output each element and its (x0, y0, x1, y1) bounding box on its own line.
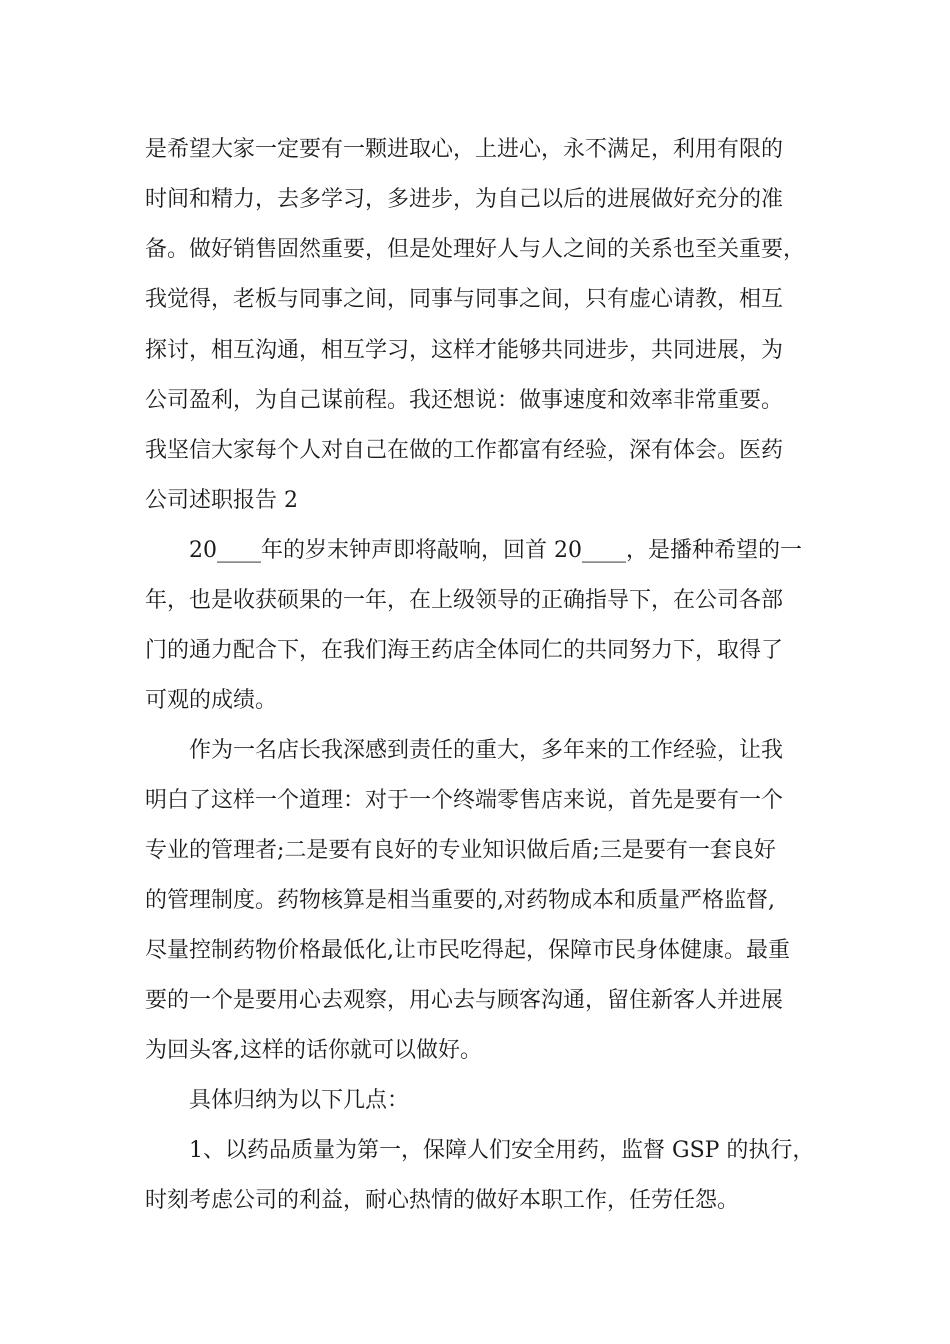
text-line: 的管理制度。药物核算是相当重要的,对药物成本和质量严格监督, (145, 888, 775, 913)
text-line: 备。做好销售固然重要，但是处理好人与人之间的关系也至关重要， (145, 237, 806, 262)
text-line: 探讨，相互沟通，相互学习，这样才能够共同进步，共同进展，为 (145, 338, 784, 363)
text-line: 20____年的岁末钟声即将敲响，回首 20____，是播种希望的一 (189, 538, 802, 563)
text-line: 公司盈利，为自己谋前程。我还想说：做事速度和效率非常重要。 (145, 388, 784, 413)
text-line: 门的通力配合下，在我们海王药店全体同仁的共同努力下，取得了 (145, 638, 784, 663)
list-item: 1、以药品质量为第一，保障人们安全用药，监督 GSP 的执行， (189, 1138, 815, 1163)
text-line: 我觉得，老板与同事之间，同事与同事之间，只有虚心请教，相互 (145, 287, 784, 312)
text-line: 为回头客,这样的话你就可以做好。 (145, 1038, 482, 1063)
text-line: 要的一个是要用心去观察，用心去与顾客沟通，留住新客人并进展 (145, 988, 784, 1013)
text-line: 作为一名店长我深感到责任的重大，多年来的工作经验，让我 (189, 738, 784, 763)
text-line: 专业的管理者;二是要有良好的专业知识做后盾;三是要有一套良好 (145, 838, 776, 863)
text-line: 年，也是收获硕果的一年，在上级领导的正确指导下，在公司各部 (145, 588, 784, 613)
text-line: 我坚信大家每个人对自己在做的工作都富有经验，深有体会。医药 (145, 438, 784, 463)
text-line: 时刻考虑公司的利益，耐心热情的做好本职工作，任劳任怨。 (145, 1188, 740, 1213)
text-line: 可观的成绩。 (145, 688, 278, 713)
text-line: 时间和精力，去多学习，多进步，为自己以后的进展做好充分的准 (145, 187, 784, 212)
text-line: 具体归纳为以下几点： (189, 1088, 410, 1113)
text-line: 尽量控制药物价格最低化,让市民吃得起，保障市民身体健康。最重 (145, 938, 790, 963)
text-line: 明白了这样一个道理：对于一个终端零售店来说，首先是要有一个 (145, 788, 784, 813)
section-title: 公司述职报告 2 (145, 488, 298, 513)
text-line: 是希望大家一定要有一颗进取心，上进心，永不满足，利用有限的 (145, 137, 784, 162)
